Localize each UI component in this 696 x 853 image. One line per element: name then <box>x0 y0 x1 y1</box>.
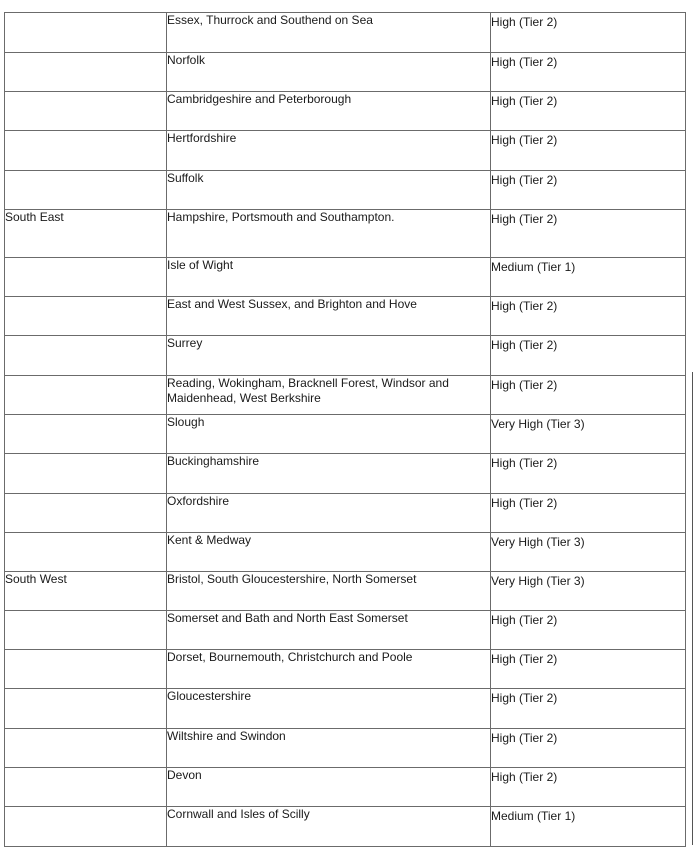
alert-level-text: High (Tier 2) <box>491 133 558 147</box>
alert-level-text: High (Tier 2) <box>491 338 558 352</box>
alert-level-cell <box>491 768 686 807</box>
alert-level-text: Medium (Tier 1) <box>491 260 576 274</box>
table-row <box>5 454 686 494</box>
table-row <box>5 768 686 807</box>
region-cell <box>5 494 167 533</box>
alert-level-cell <box>491 13 686 53</box>
region-cell <box>5 53 167 92</box>
table-row <box>5 572 686 611</box>
region-cell <box>5 768 167 807</box>
region-cell <box>5 258 167 297</box>
alert-level-cell <box>491 336 686 376</box>
alert-level-cell <box>491 572 686 611</box>
alert-level-text: High (Tier 2) <box>491 378 558 392</box>
area-cell: Essex, Thurrock and Southend on Sea <box>167 13 491 53</box>
alert-level-text: High (Tier 2) <box>491 173 558 187</box>
area-cell: Somerset and Bath and North East Somerset <box>167 611 491 650</box>
alert-level-text: Very High (Tier 3) <box>491 574 585 588</box>
area-cell: Bristol, South Gloucestershire, North Somerset <box>167 572 491 611</box>
table-row <box>5 131 686 171</box>
region-cell <box>5 454 167 494</box>
alert-level-cell <box>491 729 686 768</box>
alert-level-cell <box>491 415 686 454</box>
area-cell: Buckinghamshire <box>167 454 491 494</box>
alert-level-cell <box>491 258 686 297</box>
region-cell <box>5 533 167 572</box>
alert-level-text: High (Tier 2) <box>491 212 558 226</box>
alert-level-text: High (Tier 2) <box>491 15 558 29</box>
table-row <box>5 92 686 131</box>
alert-level-cell <box>491 689 686 729</box>
alert-level-cell <box>491 53 686 92</box>
alert-level-text: Very High (Tier 3) <box>491 535 585 549</box>
alert-level-cell <box>491 376 686 415</box>
alert-level-cell <box>491 494 686 533</box>
alert-level-text: Medium (Tier 1) <box>491 809 576 823</box>
area-cell: Oxfordshire <box>167 494 491 533</box>
alert-level-text: High (Tier 2) <box>491 691 558 705</box>
region-cell <box>5 807 167 847</box>
area-cell: Norfolk <box>167 53 491 92</box>
region-cell <box>5 689 167 729</box>
area-cell: Gloucestershire <box>167 689 491 729</box>
alert-level-text: High (Tier 2) <box>491 731 558 745</box>
alert-level-text: Very High (Tier 3) <box>491 417 585 431</box>
alert-level-cell <box>491 533 686 572</box>
table-row <box>5 494 686 533</box>
area-cell: Suffolk <box>167 171 491 210</box>
area-cell: Surrey <box>167 336 491 376</box>
region-cell <box>5 650 167 689</box>
region-cell <box>5 376 167 415</box>
alert-level-text: High (Tier 2) <box>491 496 558 510</box>
table-row <box>5 611 686 650</box>
area-cell: Devon <box>167 768 491 807</box>
region-cell <box>5 92 167 131</box>
alert-level-cell <box>491 454 686 494</box>
alert-level-cell <box>491 807 686 847</box>
area-cell: Dorset, Bournemouth, Christchurch and Poole <box>167 650 491 689</box>
page-edge-line <box>692 372 693 845</box>
area-cell: Hampshire, Portsmouth and Southampton. <box>167 210 491 258</box>
region-cell <box>5 729 167 768</box>
table-row <box>5 533 686 572</box>
region-cell <box>5 415 167 454</box>
alert-level-text: High (Tier 2) <box>491 456 558 470</box>
region-cell <box>5 297 167 336</box>
alert-level-text: High (Tier 2) <box>491 55 558 69</box>
table-row <box>5 210 686 258</box>
table-row <box>5 336 686 376</box>
area-cell: Reading, Wokingham, Bracknell Forest, Windsor and Maidenhead, West Berkshire <box>167 376 491 415</box>
area-cell: Slough <box>167 415 491 454</box>
area-cell: Cornwall and Isles of Scilly <box>167 807 491 847</box>
table-row <box>5 258 686 297</box>
table-row <box>5 171 686 210</box>
area-cell: Kent & Medway <box>167 533 491 572</box>
alert-level-text: High (Tier 2) <box>491 652 558 666</box>
tier-table <box>4 12 686 847</box>
region-cell <box>5 171 167 210</box>
region-cell <box>5 336 167 376</box>
area-cell: Wiltshire and Swindon <box>167 729 491 768</box>
region-cell: South East <box>5 210 167 258</box>
alert-level-cell <box>491 297 686 336</box>
alert-level-text: High (Tier 2) <box>491 299 558 313</box>
tier-table-body <box>5 13 686 847</box>
alert-level-text: High (Tier 2) <box>491 770 558 784</box>
alert-level-cell <box>491 171 686 210</box>
table-row <box>5 807 686 847</box>
table-row <box>5 13 686 53</box>
table-row <box>5 376 686 415</box>
table-row <box>5 689 686 729</box>
alert-level-cell <box>491 611 686 650</box>
table-row <box>5 650 686 689</box>
area-cell: Hertfordshire <box>167 131 491 171</box>
alert-level-cell <box>491 650 686 689</box>
alert-level-text: High (Tier 2) <box>491 94 558 108</box>
region-cell <box>5 13 167 53</box>
alert-level-cell <box>491 131 686 171</box>
alert-level-cell <box>491 210 686 258</box>
table-row <box>5 729 686 768</box>
table-row <box>5 415 686 454</box>
table-row <box>5 297 686 336</box>
area-cell: Isle of Wight <box>167 258 491 297</box>
alert-level-text: High (Tier 2) <box>491 613 558 627</box>
area-cell: Cambridgeshire and Peterborough <box>167 92 491 131</box>
alert-level-cell <box>491 92 686 131</box>
region-cell <box>5 611 167 650</box>
region-cell: South West <box>5 572 167 611</box>
area-cell: East and West Sussex, and Brighton and Hove <box>167 297 491 336</box>
region-cell <box>5 131 167 171</box>
table-row <box>5 53 686 92</box>
